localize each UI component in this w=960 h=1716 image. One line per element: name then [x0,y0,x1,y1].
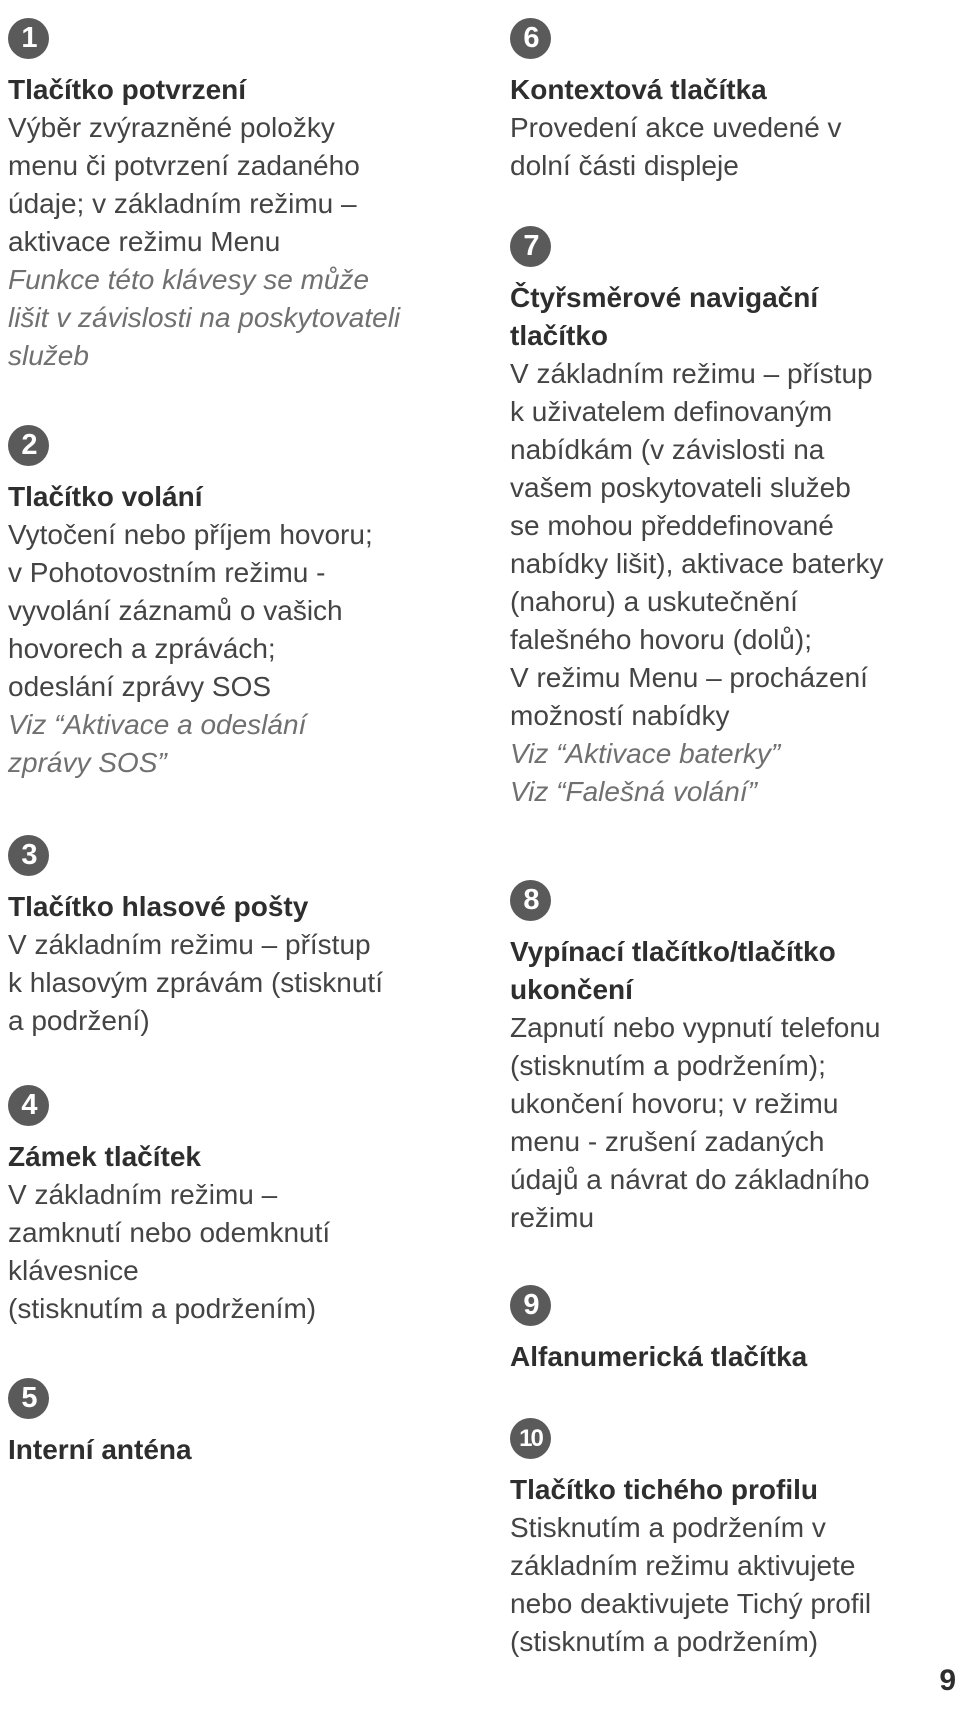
note-line: zprávy SOS” [8,747,167,778]
section-note [8,261,460,375]
body-line: nabídkám (v závislosti na [510,434,825,465]
body-line: menu či potvrzení zadaného [8,150,360,181]
body-line: údaje; v základním režimu – [8,188,357,219]
body-line: údajů a návrat do základního [510,1164,870,1195]
body-line: základním režimu aktivujete [510,1550,856,1581]
body-line: (stisknutím a podržením); [510,1050,826,1081]
section-7 [510,226,950,811]
body-line: (stisknutím a podržením) [510,1626,819,1657]
number-badge: 8 [510,880,551,921]
section-title: Interní anténa [8,1434,192,1465]
number-badge: 3 [8,835,49,876]
section-title: Tlačítko potvrzení [8,74,247,105]
section-title: Kontextová tlačítka [510,74,767,105]
section-10 [510,1418,950,1661]
note-line: Funkce této klávesy se může [8,264,370,295]
section-body [510,1509,950,1661]
section-8 [510,880,950,1237]
body-line: V základním režimu – [8,1179,278,1210]
body-line: V režimu Menu – procházení [510,662,868,693]
body-line: dolní části displeje [510,150,739,181]
body-line: k uživatelem definovaným [510,396,833,427]
number-badge: 5 [8,1378,49,1419]
section-3 [8,835,460,1040]
section-title: Alfanumerická tlačítka [510,1341,808,1372]
section-body [510,109,950,185]
section-body [510,1009,950,1237]
body-line: vašem poskytovateli služeb [510,472,851,503]
section-body [8,516,460,706]
number-badge: 10 [510,1418,551,1459]
number-badge: 1 [8,18,49,59]
number-badge: 6 [510,18,551,59]
body-line: možností nabídky [510,700,730,731]
section-4 [8,1085,460,1328]
note-line: lišit v závislosti na poskytovateli [8,302,401,333]
note-line: Viz “Falešná volání” [510,776,757,807]
body-line: (stisknutím a podržením) [8,1293,317,1324]
section-2 [8,425,460,782]
section-note [8,706,460,782]
body-line: Zapnutí nebo vypnutí telefonu [510,1012,881,1043]
section-title: Zámek tlačítek [8,1141,201,1172]
body-line: vyvolání záznamů o vašich [8,595,343,626]
section-body [8,109,460,261]
body-line: Stisknutím a podržením v [510,1512,826,1543]
number-badge: 2 [8,425,49,466]
note-line: Viz “Aktivace a odeslání [8,709,307,740]
section-body [8,926,460,1040]
body-line: nebo deaktivujete Tichý profil [510,1588,872,1619]
body-line: a podržení) [8,1005,150,1036]
section-title: Tlačítko tichého profilu [510,1474,819,1505]
note-line: služeb [8,340,89,371]
body-line: hovorech a zprávách; [8,633,276,664]
body-line: se mohou předdefinované [510,510,834,541]
note-line: Viz “Aktivace baterky” [510,738,781,769]
body-line: zamknutí nebo odemknutí [8,1217,331,1248]
section-9 [510,1285,950,1376]
body-line: odeslání zprávy SOS [8,671,272,702]
section-title: Čtyřsměrové navigační tlačítko [510,282,819,351]
section-note [510,735,950,811]
section-title: Tlačítko volání [8,481,203,512]
number-badge: 7 [510,226,551,267]
body-line: klávesnice [8,1255,139,1286]
section-body [8,1176,460,1328]
section-1 [8,18,460,375]
number-badge: 4 [8,1085,49,1126]
body-line: režimu [510,1202,595,1233]
section-body [510,355,950,735]
body-line: Výběr zvýrazněné položky [8,112,335,143]
body-line: Provedení akce uvedené v [510,112,842,143]
body-line: V základním režimu – přístup [8,929,371,960]
body-line: ukončení hovoru; v režimu [510,1088,839,1119]
body-line: V základním režimu – přístup [510,358,873,389]
number-badge: 9 [510,1285,551,1326]
body-line: menu - zrušení zadaných [510,1126,825,1157]
body-line: Vytočení nebo příjem hovoru; [8,519,373,550]
section-5 [8,1378,460,1469]
body-line: aktivace režimu Menu [8,226,281,257]
page-number: 9 [939,1664,956,1697]
section-title: Vypínací tlačítko/tlačítko ukončení [510,936,836,1005]
body-line: (nahoru) a uskutečnění [510,586,798,617]
body-line: k hlasovým zprávám (stisknutí [8,967,383,998]
section-6 [510,18,950,185]
body-line: nabídky lišit), aktivace baterky [510,548,884,579]
body-line: falešného hovoru (dolů); [510,624,812,655]
section-title: Tlačítko hlasové pošty [8,891,309,922]
body-line: v Pohotovostním režimu - [8,557,326,588]
